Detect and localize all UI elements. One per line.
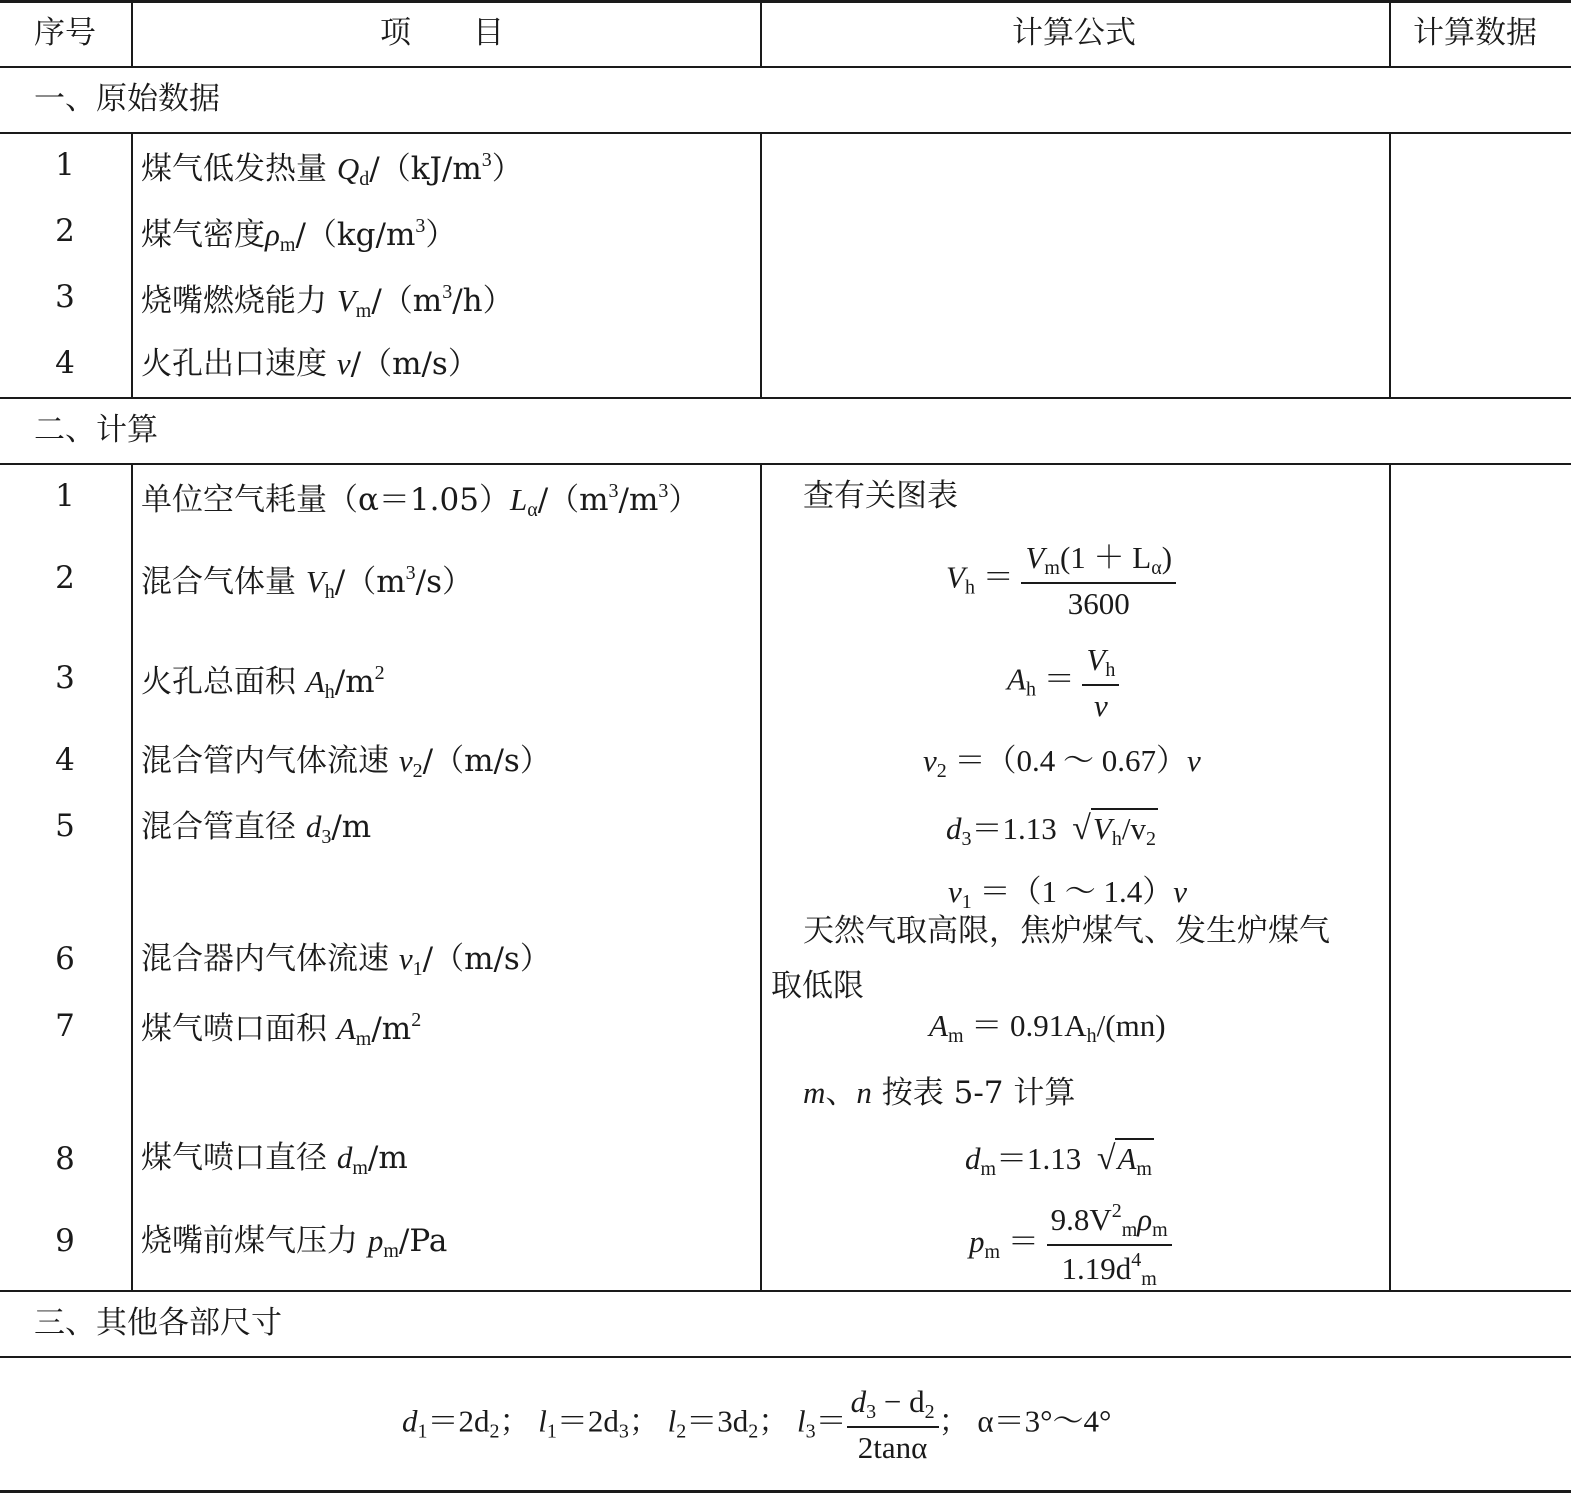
section2-rule: [0, 463, 1571, 465]
row-label: 火孔出口速度 v/（m/s）: [141, 346, 479, 382]
col-divider: [131, 464, 133, 1291]
col-divider: [1389, 133, 1391, 398]
section1-end-rule: [0, 397, 1571, 399]
bottom-rule: [0, 1490, 1571, 1493]
row-index: 1: [55, 478, 75, 514]
row-label: 烧嘴前煤气压力 $p_m/Pa$: [141, 1223, 448, 1262]
section-title: 一、原始数据: [34, 81, 220, 117]
row-label: 煤气密度$\rho_m/(kg/m^3)$: [141, 215, 457, 256]
row-label: 单位空气耗量$(\alpha=1.05)L_\alpha/(m^3/m^3)$: [141, 480, 700, 521]
row-index: 4: [55, 345, 75, 381]
row-index: 5: [55, 808, 75, 844]
section-title: 二、计算: [34, 412, 158, 448]
row-index: 2: [55, 213, 75, 249]
header-rule: [0, 66, 1571, 68]
row-index: 7: [55, 1008, 75, 1044]
row-index: 9: [55, 1223, 75, 1259]
top-rule: [0, 0, 1571, 3]
formula-mixer-velocity: $v_1 =(1$ ～ 1.4）v: [948, 874, 1188, 913]
row-label: 烧嘴燃烧能力 $V_m/(m^3/h)$: [141, 281, 514, 322]
header-data: 计算数据: [1413, 15, 1537, 51]
row-index: 3: [55, 279, 75, 315]
col-divider: [760, 0, 762, 68]
header-formula: 计算公式: [1012, 15, 1136, 51]
row-label: 混合管直径 $d_3/m$: [141, 809, 372, 848]
header-item: 项 目: [380, 15, 504, 51]
formula-note: 天然气取高限，焦炉煤气、发生炉煤气: [803, 913, 1330, 949]
formula-mixing-tube-velocity: $v_2 =(0.4$ ～ 0.67）v: [923, 743, 1201, 782]
section3-rule: [0, 1356, 1571, 1358]
formula-mixed-gas-volume: $V_h$ ＝ $\frac{V_m(1 + L_\alpha)}{3600}$: [946, 542, 1176, 619]
col-divider: [760, 133, 762, 398]
header-index: 序号: [34, 15, 96, 51]
row-label: 煤气喷口面积 $A_m/m^2$: [141, 1009, 422, 1050]
row-label: 煤气喷口直径 $d_m/m$: [141, 1140, 408, 1179]
col-divider: [760, 464, 762, 1291]
row-index: 4: [55, 742, 75, 778]
formula-burner-pressure: $p_m$ ＝ $\frac{9.8V^2_m\rho_m}{1.19d^4_m}$: [969, 1201, 1172, 1289]
section-title: 三、其他各部尺寸: [34, 1305, 282, 1341]
row-label: 混合管内气体流速 $v_2/(m/s)$: [141, 743, 551, 782]
col-divider: [131, 133, 133, 398]
formula-nozzle-diameter: $d_m=1.13$ $√A_m$: [965, 1140, 1152, 1180]
section2-end-rule: [0, 1290, 1571, 1292]
formula-mixing-tube-diameter: $d_3=1.13$ $√V_h/v_2$: [946, 810, 1156, 850]
section1-rule: [0, 132, 1571, 134]
formula-note: 取低限: [771, 968, 864, 1004]
col-divider: [1389, 464, 1391, 1291]
formula-hole-area: $A_h$ ＝ $\frac{V_h}{v}$: [1007, 644, 1119, 721]
row-index: 6: [55, 941, 75, 977]
row-label: 混合器内气体流速 $v_1/(m/s)$: [141, 941, 551, 980]
row-index: 3: [55, 660, 75, 696]
formula-text: 查有关图表: [803, 478, 958, 514]
row-label: 混合气体量 $V_h/(m^3/s)$: [141, 562, 473, 603]
row-label: 火孔总面积 $A_h/m^2$: [141, 662, 385, 703]
formula-note: m、n 按表 5-7 计算: [803, 1075, 1076, 1111]
row-index: 8: [55, 1141, 75, 1177]
row-index: 2: [55, 560, 75, 596]
dimension-equations: $d_1=2d_2$； $l_1=2d_3$； $l_2=3d_2$； $l_3=$ $\frac{d_3 - d_2}{2\tan\alpha}$ ； α＝3°～4°: [402, 1384, 1112, 1465]
col-divider: [1389, 0, 1391, 68]
col-divider: [131, 0, 133, 68]
row-index: 1: [55, 147, 75, 183]
row-label: 煤气低发热量 $Q_d/(kJ/m^3)$: [141, 149, 523, 190]
formula-nozzle-area: $A_m = 0.91A_h/(mn)$: [929, 1008, 1166, 1047]
